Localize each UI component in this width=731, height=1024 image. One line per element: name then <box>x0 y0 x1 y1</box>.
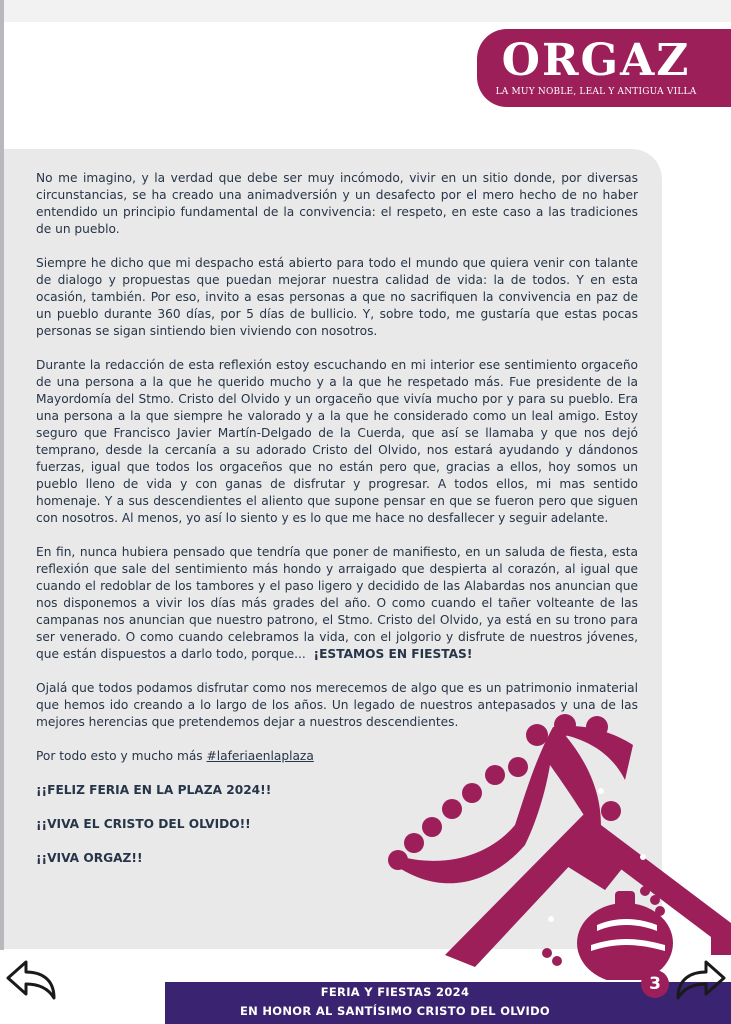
cheer-orgaz: ¡¡VIVA ORGAZ!! <box>36 851 143 865</box>
paragraph-2: Siempre he dicho que mi despacho está abierto para todo el mundo que quiera venir con talante de dialogo y propuestas que puedan mejorar nuestra calidad de vida: la de todos. Y en esta ocasión, también. Por eso, invito a esas personas a que no sacrifiquen la convivencia en paz de un pueblo durante 360 días, por 5 días de bullicio. Y, sobre todo, me gustaría que estas pocas personas se sigan sintiendo bien viviendo con nosotros. <box>36 256 638 338</box>
curved-arrow-right-icon[interactable] <box>672 956 728 1002</box>
hashtag-link[interactable]: #laferiaenlaplaza <box>206 749 314 763</box>
page-number: 3 <box>641 970 669 998</box>
footer-caption <box>175 983 615 1021</box>
paragraph-4 <box>36 544 638 663</box>
paragraph-5: Ojalá que todos podamos disfrutar como nos merecemos de algo que es un patrimonio inmaterial que hemos ido creando a lo largo de los años. Un legado de nuestros antepasados y una de las mejores herencias que pretendemos dejar a nuestros descendientes. <box>36 681 638 729</box>
header-badge <box>477 29 731 107</box>
footer-line-1: FERIA Y FIESTAS 2024 <box>320 985 470 999</box>
footer-line-2: EN HONOR AL SANTÍSIMO CRISTO DEL OLVIDO <box>239 1004 551 1018</box>
cheer-feria: ¡¡FELIZ FERIA EN LA PLAZA 2024!! <box>36 783 272 797</box>
top-bar <box>0 0 731 22</box>
cheer-cristo: ¡¡VIVA EL CRISTO DEL OLVIDO!! <box>36 817 251 831</box>
paragraph-3: Durante la redacción de esta reflexión estoy escuchando en mi interior ese sentimiento orgaceño de una persona a la que he querido mucho y a la que he respetado más. Fue presidente de la Mayordomía del Stmo. Cristo del Olvido y un orgaceño que vivía mucho por y para su pueblo. Era una persona a la que siempre he valorado y a la que he considerado como un leal amigo. Estoy seguro que Francisco Javier Martín-Delgado de la Cuerda, que así se llamaba y que nos dejó temprano, desde la cercanía a su adorado Cristo del Olvido, nos estará ayudando y dándonos fuerzas, igual que todos los orgaceños que no están pero que, gracias a ellos, hoy somos un pueblo lleno de vida y con ganas de disfrutar y progresar. A todos ellos, mi mas sentido homenaje. Y a sus descendientes el aliento que supone pensar en que se fueron pero que siguen con nosotros. Al menos, yo así lo siento y es lo que me hace no desfallecer y seguir adelante. <box>36 358 638 525</box>
paragraph-1: No me imagino, y la verdad que debe ser muy incómodo, vivir en un sitio donde, por diversas circunstancias, se ha creado una animadversión y un desafecto por el mero hecho de no haber entendido un principio fundamental de la convivencia: el respeto, en este caso a las tradiciones de un pueblo. <box>36 171 638 236</box>
paragraph-4-exclamation: ¡ESTAMOS EN FIESTAS! <box>313 647 473 661</box>
header-subtitle: LA MUY NOBLE, LEAL Y ANTIGUA VILLA <box>495 87 697 97</box>
curved-arrow-left-icon[interactable] <box>4 956 60 1002</box>
crown-emblem <box>375 705 731 980</box>
paragraph-4-text: En fin, nunca hubiera pensado que tendría que poner de manifiesto, en un saluda de fiesta, esta reflexión que sale del sentimiento más hondo y arraigado que despierta al corazón, al igual que cuando el redoblar de los tambores y el paso ligero y decidido de las Alabardas nos anuncian que nos disponemos a vivir los días más grades del año. O como cuando el tañer volteante de las campanas nos anuncian que nuestro patrono, el Stmo. Cristo del Olvido, ya está en su trono para ser venerado. O como cuando celebramos la vida, con el jolgorio y disfrute de nuestros jóvenes, que están dispuestos a darlo todo, porque... <box>36 545 638 661</box>
header-title: ORGAZ <box>501 35 691 86</box>
paragraph-6-text: Por todo esto y mucho más <box>36 749 203 763</box>
